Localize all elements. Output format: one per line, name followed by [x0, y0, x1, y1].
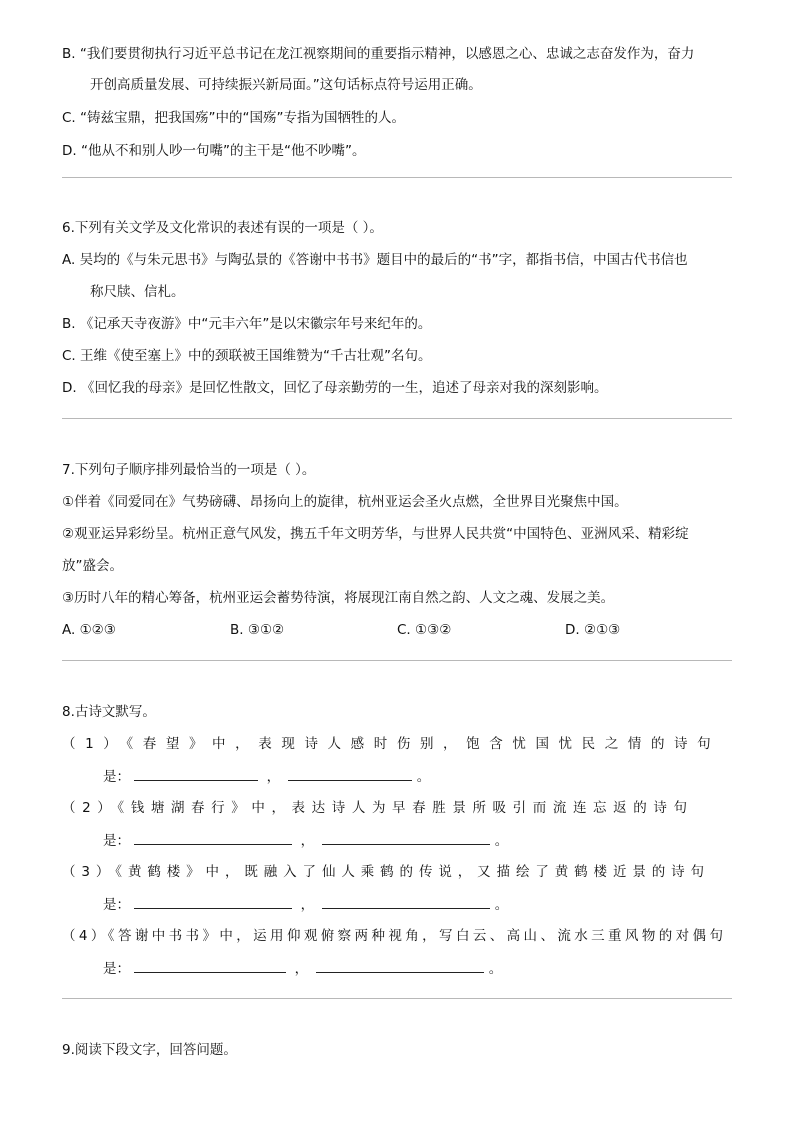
is-label: 是： — [103, 961, 130, 977]
answer-blank[interactable] — [322, 830, 490, 845]
q5-option-c: C. “铸兹宝鼎，把我国殇”中的“国殇”专指为国牺牲的人。 — [62, 110, 405, 126]
answer-blank[interactable] — [322, 894, 490, 909]
q7-stem: 7.下列句子顺序排列最恰当的一项是（ ）。 — [62, 462, 316, 478]
q6-option-b: B. 《记承天寺夜游》中“元丰六年”是以宋徽宗年号来纪年的。 — [62, 316, 432, 332]
q7-sentence-2-line2: 放”盛会。 — [62, 558, 123, 574]
q6-option-a-line2: 称尺牍、信札。 — [90, 284, 185, 300]
is-label: 是： — [103, 769, 130, 785]
answer-blank[interactable] — [134, 894, 292, 909]
q5-option-d: D. “他从不和别人吵一句嘴”的主干是“他不吵嘴”。 — [62, 143, 366, 159]
divider — [62, 998, 732, 999]
q8-item-1 — [62, 734, 720, 754]
divider — [62, 177, 732, 178]
period: 。 — [494, 897, 509, 913]
q8-item-4 — [62, 926, 726, 946]
q8-item-2-answer-row — [103, 830, 508, 851]
divider — [62, 418, 732, 419]
divider — [62, 660, 732, 661]
q8-item-2-text: （2）《钱塘湖春行》中，表达诗人为早春胜景所吸引而流连忘返的诗句 — [62, 800, 694, 816]
q8-item-2 — [62, 798, 694, 818]
comma: ， — [266, 769, 281, 785]
q8-item-1-text: （1）《春望》中，表现诗人感时伤别，饱含忧国忧民之情的诗句 — [62, 736, 721, 752]
q8-item-4-answer-row — [103, 958, 502, 979]
period: 。 — [488, 961, 503, 977]
q7-sentence-1: ①伴着《同爱同在》气势磅礴、昂扬向上的旋律，杭州亚运会圣火点燃，全世界目光聚焦中国。 — [62, 494, 628, 510]
q7-option-c: C. ①③② — [397, 622, 452, 638]
q8-item-4-text: （4）《答谢中书书》中，运用仰观俯察两种视角，写白云、高山、流水三重风物的对偶句 — [62, 928, 727, 944]
q8-item-3-answer-row — [103, 894, 508, 915]
q6-stem: 6.下列有关文学及文化常识的表述有误的一项是（ ）。 — [62, 220, 383, 236]
answer-blank[interactable] — [316, 958, 484, 973]
q7-option-b: B. ③①② — [230, 622, 285, 638]
is-label: 是： — [103, 833, 130, 849]
comma: ， — [300, 897, 315, 913]
q5-option-b-line2: 开创高质量发展、可持续振兴新局面。”这句话标点符号运用正确。 — [90, 77, 482, 93]
q7-option-d: D. ②①③ — [565, 622, 621, 638]
q9-stem: 9.阅读下段文字，回答问题。 — [62, 1042, 237, 1058]
q7-option-a: A. ①②③ — [62, 622, 116, 638]
q6-option-a-line1: A. 吴均的《与朱元思书》与陶弘景的《答谢中书书》题目中的最后的“书”字，都指书信，中国古代书信也 — [62, 252, 688, 268]
q8-stem: 8.古诗文默写。 — [62, 704, 156, 720]
q8-item-3-text: （3）《黄鹤楼》中，既融入了仙人乘鹤的传说，又描绘了黄鹤楼近景的诗句 — [62, 864, 710, 880]
q8-item-3 — [62, 862, 710, 882]
answer-blank[interactable] — [288, 766, 412, 781]
comma: ， — [294, 961, 309, 977]
answer-blank[interactable] — [134, 958, 286, 973]
period: 。 — [416, 769, 431, 785]
q7-sentence-2-line1: ②观亚运异彩纷呈。杭州正意气风发，携五千年文明芳华，与世界人民共赏“中国特色、亚洲风采、精彩绽 — [62, 526, 689, 542]
period: 。 — [494, 833, 509, 849]
q7-sentence-3: ③历时八年的精心筹备，杭州亚运会蓄势待演，将展现江南自然之韵、人文之魂、发展之美。 — [62, 590, 615, 606]
answer-blank[interactable] — [134, 766, 258, 781]
q8-item-1-answer-row — [103, 766, 430, 787]
q6-option-d: D. 《回忆我的母亲》是回忆性散文，回忆了母亲勤劳的一生，追述了母亲对我的深刻影响。 — [62, 380, 608, 396]
is-label: 是： — [103, 897, 130, 913]
comma: ， — [300, 833, 315, 849]
q5-option-b-line1: B. “我们要贯彻执行习近平总书记在龙江视察期间的重要指示精神，以感恩之心、忠诚之志奋发作为，奋力 — [62, 46, 695, 62]
q6-option-c: C. 王维《使至塞上》中的颈联被王国维赞为“千古壮观”名句。 — [62, 348, 432, 364]
answer-blank[interactable] — [134, 830, 292, 845]
